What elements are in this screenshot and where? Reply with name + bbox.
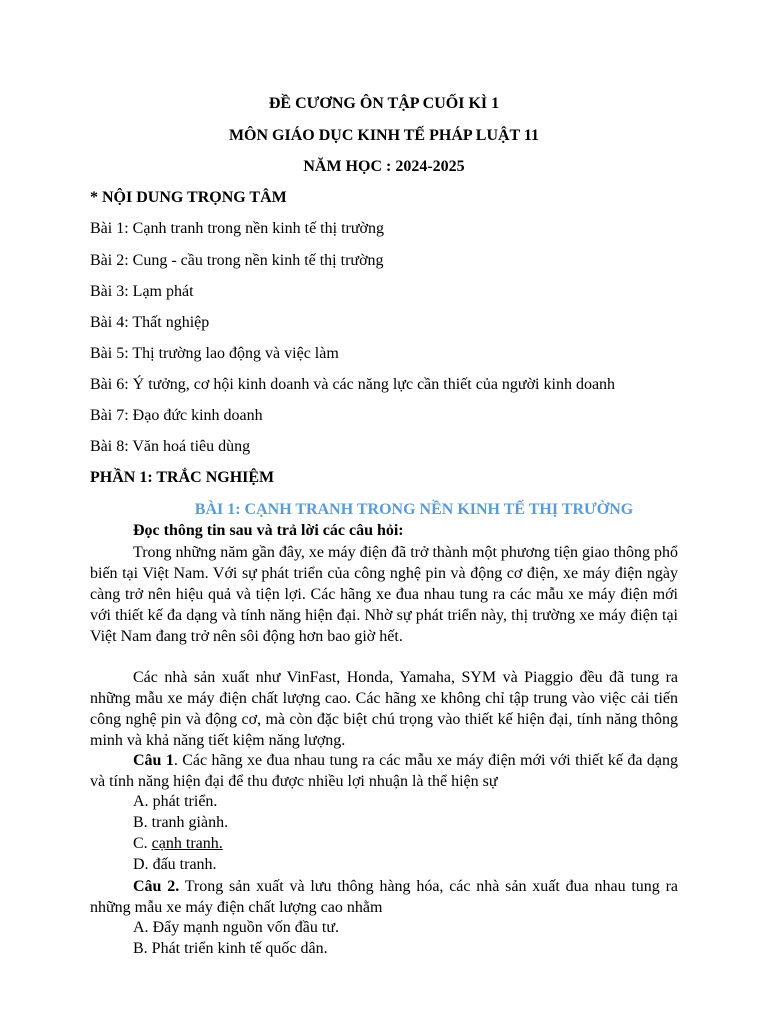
question-1-option-d: D. đấu tranh. xyxy=(133,856,217,873)
question-1-option-a: A. phát triển. xyxy=(133,793,218,810)
question-1-label: Câu 1 xyxy=(133,752,174,769)
lesson-item-3: Bài 3: Lạm phát xyxy=(90,283,194,300)
question-2-option-a: A. Đẩy mạnh nguồn vốn đầu tư. xyxy=(133,919,339,936)
question-2 xyxy=(90,876,678,918)
question-2-label: Câu 2. xyxy=(133,878,180,895)
section-title: BÀI 1: CẠNH TRANH TRONG NỀN KINH TẾ THỊ TRƯỜNG xyxy=(194,501,634,518)
question-2-text: Trong sản xuất và lưu thông hàng hóa, các nhà sản xuất đua nhau tung ra những mẫu xe máy điện chất lượng cao nhằm xyxy=(90,878,678,916)
part1-heading: PHẦN 1: TRẮC NGHIỆM xyxy=(90,469,275,486)
instruction-text: Đọc thông tin sau và trả lời các câu hỏi: xyxy=(133,522,404,539)
document-title-line-1: ĐỀ CƯƠNG ÔN TẬP CUỐI KÌ 1 xyxy=(268,95,500,112)
question-1-option-b: B. tranh giành. xyxy=(133,814,229,831)
content-heading: * NỘI DUNG TRỌNG TÂM xyxy=(90,189,287,206)
lesson-item-1: Bài 1: Cạnh tranh trong nền kinh tế thị trường xyxy=(90,220,384,237)
lesson-item-8: Bài 8: Văn hoá tiêu dùng xyxy=(90,438,251,455)
passage-paragraph-2: Các nhà sản xuất như VinFast, Honda, Yamaha, SYM và Piaggio đều đã tung ra những mẫu xe máy điện chất lượng cao. Các hãng xe không chỉ tập trung vào việc cải tiến công nghệ pin và động cơ, mà còn đặc biệt chú trọng vào thiết kế hiện đại, tính năng thông minh và khả năng tiết kiệm năng lượng. xyxy=(90,669,678,749)
question-1-text: . Các hãng xe đua nhau tung ra các mẫu xe máy điện mới với thiết kế đa dạng và tính năng hiện đại để thu được nhiều lợi nhuận là thể hiện sự xyxy=(90,752,679,790)
lesson-item-5: Bài 5: Thị trường lao động và việc làm xyxy=(90,345,339,362)
document-title-line-3: NĂM HỌC : 2024-2025 xyxy=(303,158,465,175)
question-2-option-b: B. Phát triển kinh tế quốc dân. xyxy=(133,940,328,957)
question-1 xyxy=(90,750,678,792)
question-1-option-c: C. cạnh tranh. xyxy=(133,835,223,852)
question-1-answer-underline: cạnh tranh. xyxy=(151,835,223,852)
lesson-item-4: Bài 4: Thất nghiệp xyxy=(90,314,210,331)
document-title-line-2: MÔN GIÁO DỤC KINH TẾ PHÁP LUẬT 11 xyxy=(228,127,540,144)
lesson-item-6: Bài 6: Ý tưởng, cơ hội kinh doanh và các năng lực cần thiết của người kinh doanh xyxy=(90,376,616,393)
lesson-item-2: Bài 2: Cung - cầu trong nền kinh tế thị trường xyxy=(90,252,384,269)
lesson-item-7: Bài 7: Đạo đức kinh doanh xyxy=(90,407,263,424)
passage-paragraph-1: Trong những năm gần đây, xe máy điện đã trở thành một phương tiện giao thông phổ biến tại Việt Nam. Với sự phát triển của công nghệ pin và động cơ điện, xe máy điện ngày càng trở nên hiệu quả và tiện lợi. Các hãng xe đua nhau tung ra các mẫu xe máy điện mới với thiết kế đa dạng và tính năng hiện đại. Nhờ sự phát triển này, thị trường xe máy điện tại Việt Nam đang trở nên sôi động hơn bao giờ hết. xyxy=(90,544,679,645)
